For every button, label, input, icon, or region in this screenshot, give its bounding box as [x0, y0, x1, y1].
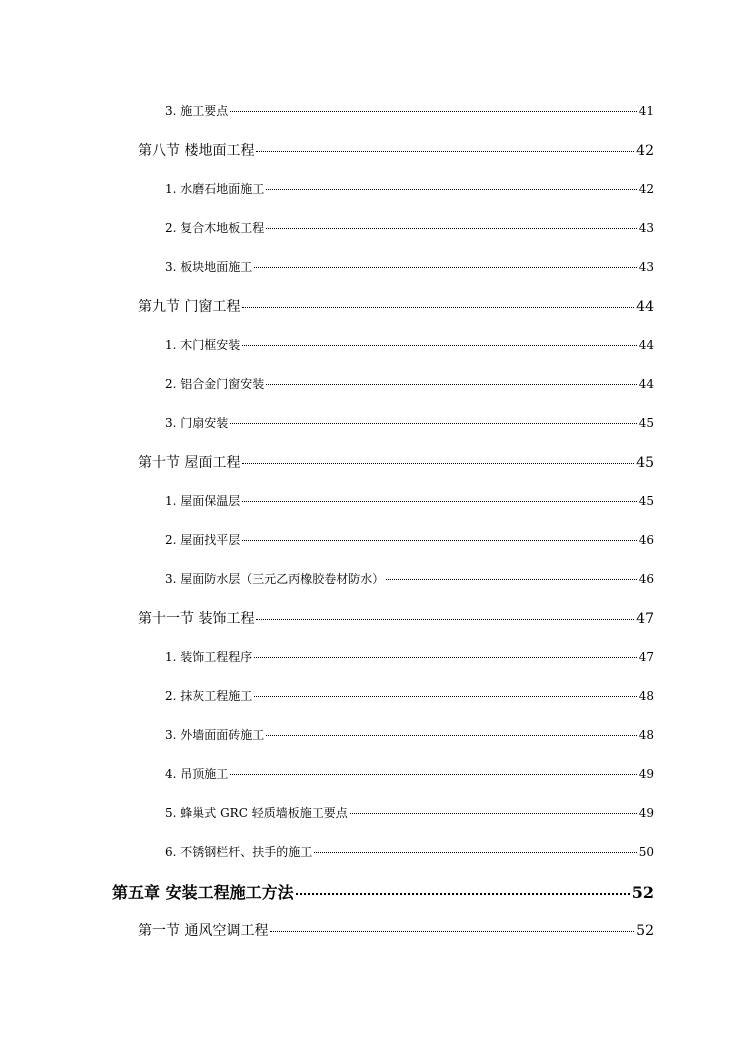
toc-entry-label: 第八节 楼地面工程 [138, 143, 255, 159]
dot-leader [242, 307, 634, 308]
toc-entry-label: 4. 吊顶施工 [165, 767, 229, 781]
toc-entry-label: 2. 屋面找平层 [165, 533, 241, 547]
toc-entry-page-number: 52 [636, 923, 654, 939]
toc-entry-page-number: 46 [638, 533, 654, 547]
toc-entry-label: 第一节 通风空调工程 [138, 923, 269, 939]
dot-leader [256, 619, 634, 620]
dot-leader [266, 189, 636, 190]
toc-entry[interactable] [165, 648, 654, 665]
toc-entry[interactable] [165, 258, 654, 275]
toc-entry[interactable] [112, 880, 654, 903]
toc-entry-label: 1. 装饰工程程序 [165, 650, 253, 664]
toc-entry-label: 3. 门扇安装 [165, 416, 229, 430]
dot-leader [242, 501, 636, 502]
toc-entry-page-number: 49 [638, 767, 654, 781]
toc-entry[interactable] [165, 531, 654, 548]
toc-entry-page-number: 47 [638, 650, 654, 664]
toc-entry-label: 1. 屋面保温层 [165, 494, 241, 508]
dot-leader [256, 151, 634, 152]
toc-entry[interactable] [165, 375, 654, 392]
toc-entry[interactable] [138, 608, 654, 628]
dot-leader [230, 111, 636, 112]
dot-leader [242, 540, 636, 541]
toc-entry[interactable] [165, 804, 654, 821]
toc-entry-label: 3. 屋面防水层（三元乙丙橡胶卷材防水） [165, 572, 385, 586]
toc-entry-page-number: 44 [636, 299, 654, 315]
toc-entry[interactable] [165, 336, 654, 353]
toc-entry-page-number: 45 [638, 494, 654, 508]
toc-entry-page-number: 45 [636, 455, 654, 471]
toc-entry-page-number: 47 [636, 611, 654, 627]
dot-leader [350, 813, 637, 814]
toc-entry-label: 2. 复合木地板工程 [165, 221, 265, 235]
toc-entry[interactable] [165, 843, 654, 860]
toc-entry-label: 第十节 屋面工程 [138, 455, 241, 471]
toc-entry[interactable] [165, 180, 654, 197]
toc-entry-page-number: 48 [638, 728, 654, 742]
toc-entry-label: 第九节 门窗工程 [138, 299, 241, 315]
toc-entry[interactable] [165, 726, 654, 743]
dot-leader [314, 852, 636, 853]
toc-entry-page-number: 49 [638, 806, 654, 820]
dot-leader [296, 893, 630, 895]
dot-leader [266, 735, 636, 736]
toc-entry-page-number: 48 [638, 689, 654, 703]
toc-entry-label: 3. 施工要点 [165, 104, 229, 118]
toc-entry-label: 1. 木门框安装 [165, 338, 241, 352]
dot-leader [266, 384, 636, 385]
dot-leader [242, 463, 634, 464]
toc-entry[interactable] [165, 219, 654, 236]
toc-entry-label: 5. 蜂巢式 GRC 轻质墙板施工要点 [165, 806, 348, 820]
toc-entry-label: 2. 抹灰工程施工 [165, 689, 253, 703]
toc-entry-page-number: 52 [631, 883, 654, 902]
toc-entry-label: 3. 板块地面施工 [165, 260, 253, 274]
dot-leader [254, 696, 636, 697]
dot-leader [242, 345, 636, 346]
toc-entry-page-number: 41 [638, 104, 654, 118]
dot-leader [386, 579, 636, 580]
toc-entry-page-number: 43 [638, 221, 654, 235]
toc-entry[interactable] [138, 296, 654, 316]
toc-entry[interactable] [165, 102, 654, 119]
toc-entry[interactable] [165, 414, 654, 431]
toc-entry-page-number: 46 [638, 572, 654, 586]
toc-entry-label: 3. 外墙面面砖施工 [165, 728, 265, 742]
toc-entry-page-number: 44 [638, 338, 654, 352]
toc-entry-page-number: 45 [638, 416, 654, 430]
dot-leader [230, 423, 636, 424]
toc-entry-label: 6. 不锈钢栏杆、扶手的施工 [165, 845, 313, 859]
dot-leader [266, 228, 636, 229]
toc-entry-page-number: 43 [638, 260, 654, 274]
toc-entry[interactable] [138, 920, 654, 940]
toc-entry[interactable] [165, 570, 654, 587]
dot-leader [254, 267, 636, 268]
toc-entry[interactable] [165, 687, 654, 704]
toc-entry-label: 第十一节 装饰工程 [138, 611, 255, 627]
toc-entry-page-number: 44 [638, 377, 654, 391]
toc-entry-label: 2. 铝合金门窗安装 [165, 377, 265, 391]
toc-entry-page-number: 42 [636, 143, 654, 159]
dot-leader [254, 657, 636, 658]
toc-entry-page-number: 50 [638, 845, 654, 859]
dot-leader [270, 931, 634, 932]
toc-entry-label: 第五章 安装工程施工方法 [112, 883, 294, 902]
toc-entry[interactable] [165, 765, 654, 782]
toc-entry-label: 1. 水磨石地面施工 [165, 182, 265, 196]
toc-entry[interactable] [138, 140, 654, 160]
toc-entry[interactable] [138, 452, 654, 472]
toc-entry[interactable] [165, 492, 654, 509]
dot-leader [230, 774, 636, 775]
toc-entry-page-number: 42 [638, 182, 654, 196]
